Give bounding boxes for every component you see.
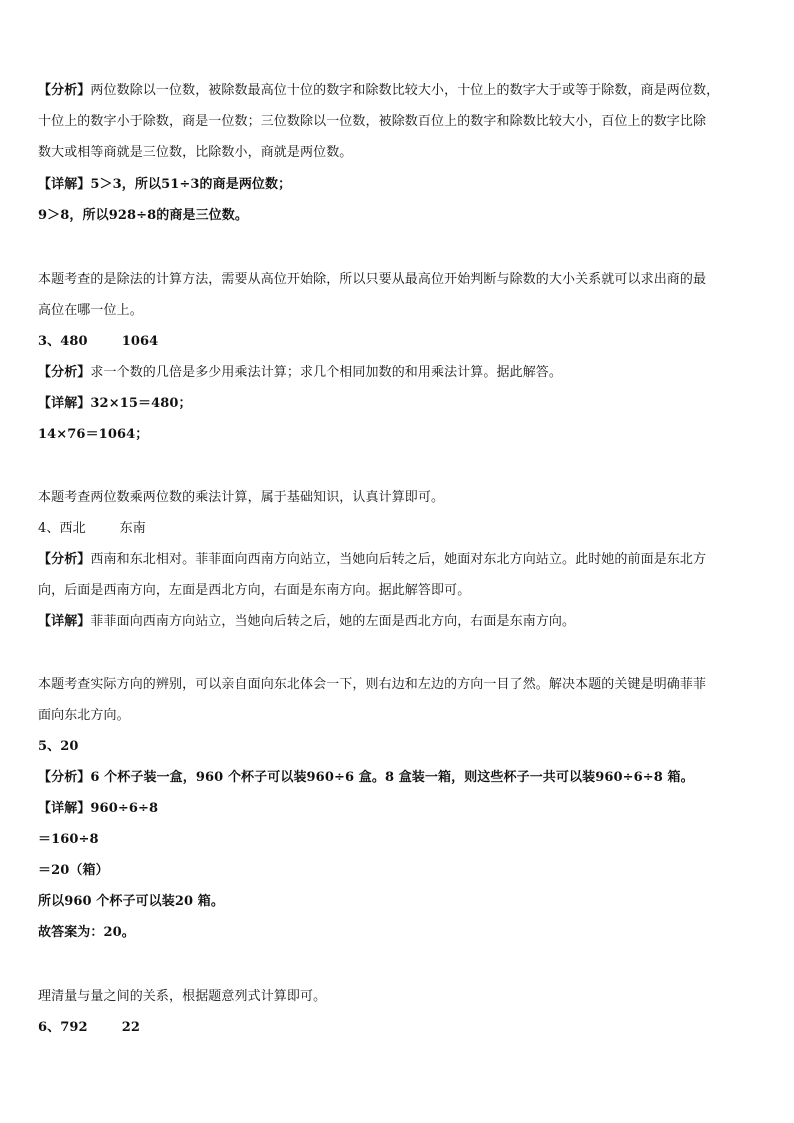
- detail-step: [38, 862, 762, 880]
- analysis-tag: 【分析】: [38, 770, 91, 785]
- answer-value: 1064: [121, 334, 159, 349]
- detail-tag: 【详解】: [38, 396, 91, 411]
- line-text: 西南和东北相对。菲菲面向西南方向站立，当她向后转之后，她面对东北方向站立。此时她的前面是东北方: [90, 552, 707, 567]
- detail-line-1: [38, 176, 762, 194]
- document-page: [38, 0, 762, 1123]
- answer-6: [38, 1019, 762, 1037]
- analysis-line-2: [38, 582, 762, 600]
- line-text: 960÷6÷8: [90, 801, 159, 816]
- line-text: 本题考查实际方向的辨别，可以亲自面向东北体会一下，则右边和左边的方向一目了然。解决本题的关键是明确菲菲: [38, 677, 707, 692]
- analysis-line: [38, 769, 762, 787]
- line-text: 本题考查两位数乘两位数的乘法计算，属于基础知识，认真计算即可。: [38, 490, 445, 505]
- summary-line-1: [38, 676, 762, 694]
- analysis-line-2: [38, 113, 762, 131]
- answer-3: [38, 333, 762, 351]
- detail-conclusion: [38, 893, 762, 911]
- detail-step: [38, 831, 762, 849]
- line-text: 所以960 个杯子可以装20 箱。: [38, 894, 224, 909]
- summary-line: [38, 489, 762, 507]
- answer-value: 22: [121, 1020, 140, 1035]
- line-text: 求一个数的几倍是多少用乘法计算；求几个相同加数的和用乘法计算。据此解答。: [90, 365, 563, 380]
- line-text: 故答案为：20。: [38, 925, 135, 940]
- summary-line-1: [38, 271, 762, 289]
- detail-line-2: [38, 207, 762, 225]
- line-text: 理清量与量之间的关系，根据题意列式计算即可。: [38, 989, 327, 1004]
- answer-5: [38, 738, 762, 756]
- detail-tag: 【详解】: [38, 177, 91, 192]
- analysis-tag: 【分析】: [38, 552, 91, 567]
- analysis-line-1: [38, 551, 762, 569]
- detail-tag: 【详解】: [38, 614, 91, 629]
- line-text: 面向东北方向。: [38, 708, 130, 723]
- answer-4: [38, 520, 762, 538]
- line-text: 14×76＝1064；: [38, 427, 149, 442]
- line-text: 两位数除以一位数，被除数最高位十位的数字和除数比较大小，十位上的数字大于或等于除数，商是两位数，: [90, 83, 720, 98]
- answer-number: 5、20: [38, 739, 79, 754]
- line-text: 32×15＝480；: [90, 396, 192, 411]
- analysis-line-1: [38, 82, 762, 100]
- line-text: 向，后面是西南方向，左面是西北方向，右面是东南方向。据此解答即可。: [38, 583, 471, 598]
- line-text: 高位在哪一位上。: [38, 303, 143, 318]
- line-text: 9＞8，所以928÷8的商是三位数。: [38, 208, 248, 223]
- summary-line-2: [38, 707, 762, 725]
- answer-number: 6、792: [38, 1020, 88, 1035]
- detail-line: [38, 613, 762, 631]
- analysis-tag: 【分析】: [38, 365, 91, 380]
- line-text: 5＞3，所以51÷3的商是两位数；: [90, 177, 292, 192]
- summary-line: [38, 988, 762, 1006]
- final-answer: [38, 924, 762, 942]
- summary-line-2: [38, 302, 762, 320]
- analysis-tag: 【分析】: [38, 83, 91, 98]
- line-text: 6 个杯子装一盒，960 个杯子可以装960÷6 盒。8 盒装一箱，则这些杯子一共可以装960÷6÷8 箱。: [90, 770, 694, 785]
- detail-line: [38, 426, 762, 444]
- analysis-line: [38, 364, 762, 382]
- line-text: 菲菲面向西南方向站立，当她向后转之后，她的左面是西北方向，右面是东南方向。: [90, 614, 576, 629]
- line-text: 本题考查的是除法的计算方法，需要从高位开始除，所以只要从最高位开始判断与除数的大小关系就可以求出商的最: [38, 272, 707, 287]
- detail-line: [38, 395, 762, 413]
- detail-line: [38, 800, 762, 818]
- answer-number: 3、480: [38, 334, 88, 349]
- analysis-line-3: [38, 144, 762, 162]
- line-text: 数大或相等商就是三位数，比除数小，商就是两位数。: [38, 145, 353, 160]
- line-text: 十位上的数字小于除数，商是一位数；三位数除以一位数，被除数百位上的数字和除数比较大小，百位上的数字比除: [38, 114, 707, 129]
- line-text: ＝20（箱）: [38, 863, 109, 878]
- detail-tag: 【详解】: [38, 801, 91, 816]
- answer-value: 东南: [119, 521, 146, 536]
- line-text: ＝160÷8: [38, 832, 99, 847]
- answer-number: 4、西北: [38, 521, 86, 536]
